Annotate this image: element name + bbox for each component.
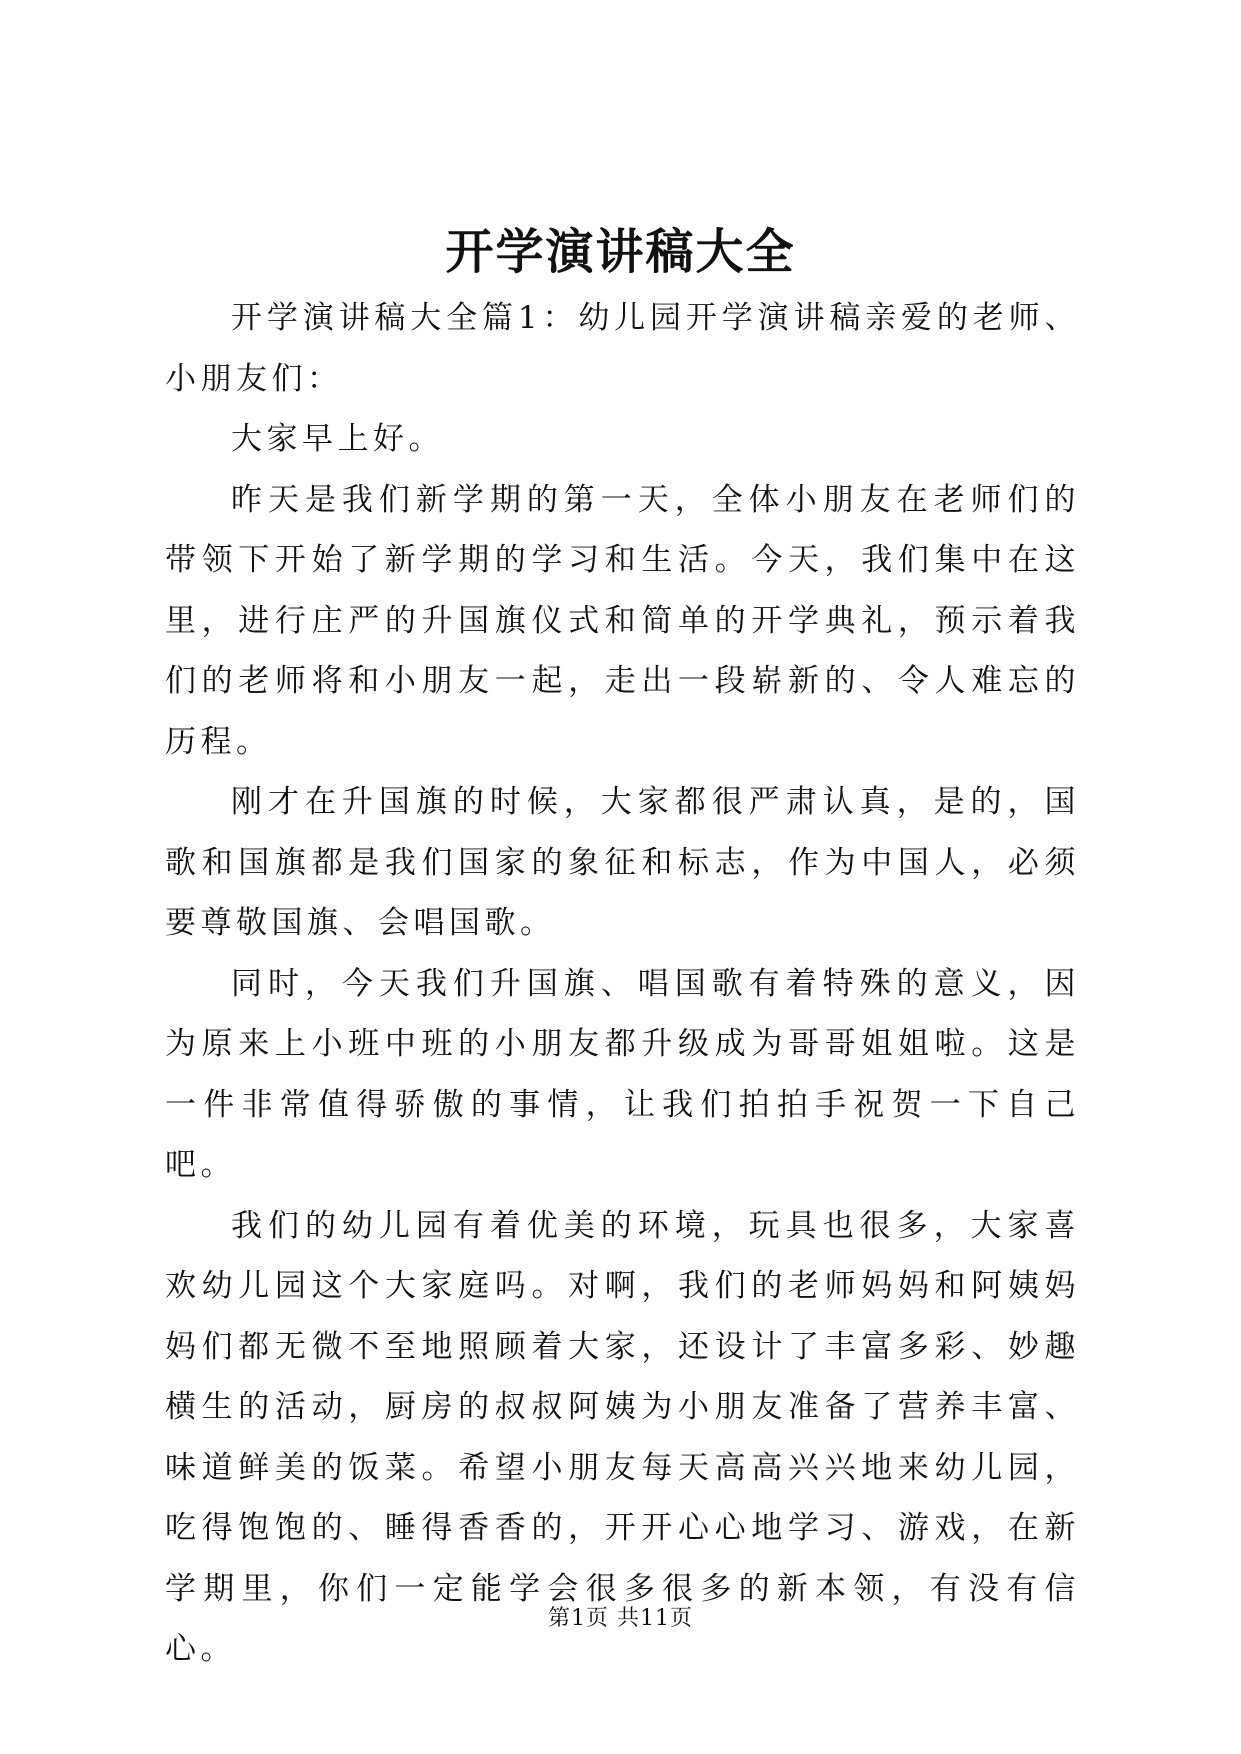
- paragraph-2: 大家早上好。: [231, 421, 444, 457]
- document-title: 开学演讲稿大全: [445, 224, 796, 280]
- paragraph-1: 开学演讲稿大全篇1：幼儿园开学演讲稿亲爱的老师、小朋友们：: [165, 300, 1080, 397]
- paragraph-3: 昨天是我们新学期的第一天，全体小朋友在老师们的带领下开始了新学期的学习和生活。今天，我们集中在这里，进行庄严的升国旗仪式和简单的开学典礼，预示着我们的老师将和小朋友一起，走出一段崭新的、令人难忘的历程。: [165, 481, 1080, 760]
- paragraph-4: 刚才在升国旗的时候，大家都很严肃认真，是的，国歌和国旗都是我们国家的象征和标志，作为中国人，必须要尊敬国旗、会唱国歌。: [165, 784, 1080, 941]
- page-footer: 第1页 共11页: [548, 1606, 693, 1631]
- paragraph-5: 同时，今天我们升国旗、唱国歌有着特殊的意义，因为原来上小班中班的小朋友都升级成为哥哥姐姐啦。这是一件非常值得骄傲的事情，让我们拍拍手祝贺一下自己吧。: [165, 965, 1080, 1183]
- paragraph-6: 我们的幼儿园有着优美的环境，玩具也很多，大家喜欢幼儿园这个大家庭吗。对啊，我们的老师妈妈和阿姨妈妈们都无微不至地照顾着大家，还设计了丰富多彩、妙趣横生的活动，厨房的叔叔阿姨为小朋友准备了营养丰富、味道鲜美的饭菜。希望小朋友每天高高兴兴地来幼儿园，吃得饱饱的、睡得香香的，开开心心地学习、游戏，在新学期里，你们一定能学会很多很多的新本领，有没有信心。: [165, 1207, 1080, 1667]
- document-body: [165, 288, 1080, 1680]
